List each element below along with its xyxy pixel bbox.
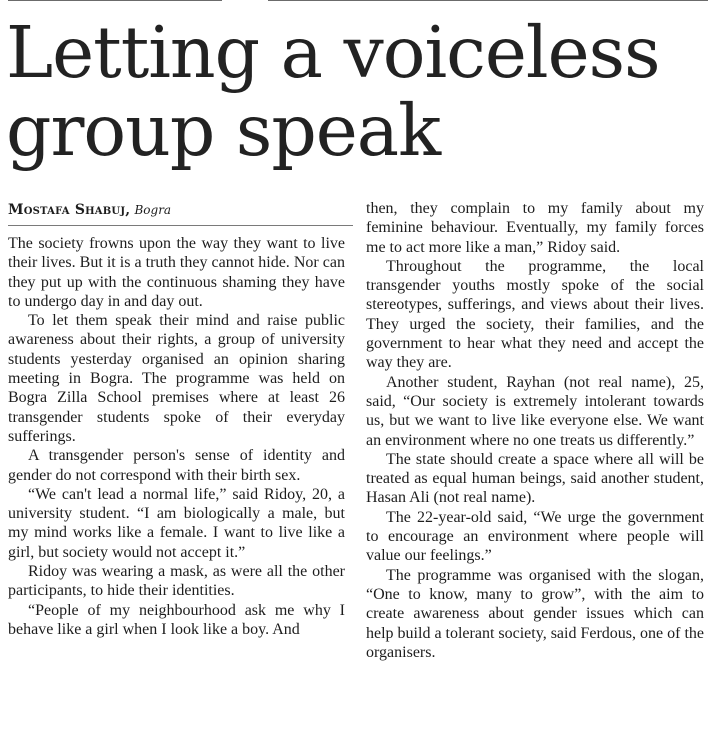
paragraph: To let them speak their mind and raise public awareness about their rights, a group of university students yesterday organised an opinion sharing meeting in Bogra. The programme was held on Bogra Zilla School premises where at least 26 transgender students spoke of their everyday sufferings.	[8, 312, 345, 445]
paragraph: Throughout the programme, the local transgender youths mostly spoke of the social stereotypes, sufferings, and views about their lives. They urged the society, their families, and the government to hear what they need and accept the way they are.	[366, 257, 704, 372]
paragraph: Ridoy was wearing a mask, as were all the other participants, to hide their identities.	[8, 563, 345, 600]
paragraph: The 22-year-old said, “We urge the government to encourage an environment where people will value our feelings.”	[366, 508, 704, 565]
paragraph: “People of my neighbourhood ask me why I behave like a girl when I look like a boy. And	[8, 601, 345, 638]
paragraph: The state should create a space where all will be treated as equal human beings, said another student, Hasan Ali (not real name).	[366, 450, 704, 507]
byline	[8, 201, 353, 220]
top-rule-left	[8, 0, 222, 1]
paragraph: The programme was organised with the slogan, “One to know, many to grow”, with the aim to create awareness about gender issues which can help build a tolerant society, said Ferdous, one of the organisers.	[366, 566, 704, 661]
paragraph: then, they complain to my family about my feminine behaviour. Eventually, my family forces me to act more like a man,” Ridoy said.	[366, 200, 704, 256]
article-column-right	[366, 199, 704, 662]
top-rule-right	[268, 0, 708, 1]
paragraph: Another student, Rayhan (not real name), 25, said, “Our society is extremely intolerant towards us, but we want to live like everyone else. We want an environment where no one treats us differently.”	[366, 373, 704, 449]
byline-location: Bogra	[134, 203, 172, 217]
paragraph: “We can't lead a normal life,” said Ridoy, 20, a university student. “I am biologically a male, but my mind works like a female. I want to live like a girl, but society would not accept it.”	[8, 485, 345, 561]
paragraph: A transgender person's sense of identity and gender do not correspond with their birth sex.	[8, 447, 345, 484]
byline-rule	[8, 225, 353, 226]
paragraph: The society frowns upon the way they want to live their lives. But it is a truth they cannot hide. Nor can they put up with the continuous shaming they have to undergo day in and day out.	[8, 235, 345, 310]
article-column-left	[8, 234, 345, 639]
byline-author: Mostafa Shabuj,	[8, 202, 131, 218]
headline: Letting a voiceless group speak	[6, 11, 660, 172]
